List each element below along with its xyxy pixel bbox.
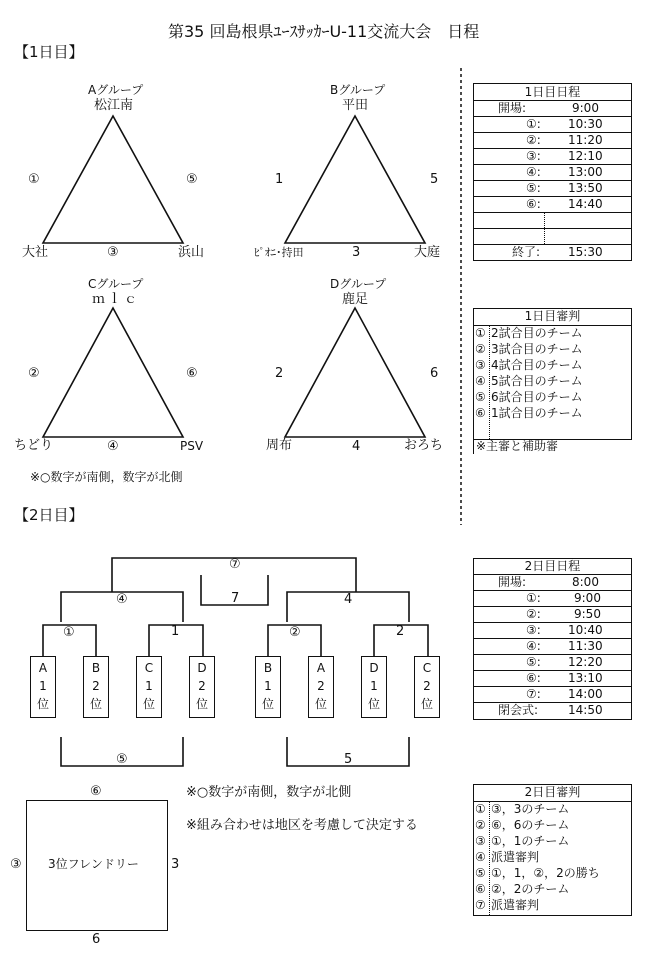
day2-ref-text-0: ③，3のチーム	[491, 802, 570, 816]
day2-ref-num-5: ⑥	[475, 882, 486, 896]
day2-sched-key-0: 開場:	[498, 575, 527, 589]
day1-sched-key-4: ④:	[526, 165, 541, 179]
group-a-num-right: ⑤	[186, 172, 198, 187]
day2-sched-val-5: 12:20	[568, 655, 603, 669]
day2-ref-text-2: ①，1のチーム	[491, 834, 570, 848]
day2-sched-val-3: 10:40	[568, 623, 603, 637]
day2-ref-num-1: ②	[475, 818, 486, 832]
group-d-label: Dグループ	[330, 277, 387, 291]
day1-ref-num-4: ⑤	[475, 390, 486, 404]
day2-sched-val-0: 8:00	[572, 575, 599, 589]
qf-4-num: 2	[396, 624, 405, 639]
team-box: C 2 位	[414, 656, 440, 718]
group-c-left-team: ちどり	[14, 438, 54, 453]
day1-sched-key-5: ⑤:	[526, 181, 541, 195]
friendly-label: 3位フレンドリー	[48, 857, 139, 871]
day1-ref-text-0: 2試合目のチーム	[491, 326, 583, 340]
day2-heading: 【2日目】	[14, 506, 84, 524]
day2-sched-key-8: 閉会式:	[498, 703, 539, 717]
team-box: C 1 位	[136, 656, 162, 718]
group-d-num-right: 6	[430, 366, 439, 381]
day2-note-2: ※組み合わせは地区を考慮して決定する	[186, 818, 418, 833]
day1-sched-val-9: 15:30	[568, 245, 603, 259]
group-d-left-team: 周布	[266, 438, 293, 453]
day2-ref-num-4: ⑤	[475, 866, 486, 880]
day2-sched-val-1: 9:00	[574, 591, 601, 605]
day2-sched-key-2: ②:	[526, 607, 541, 621]
team-box: B 2 位	[83, 656, 109, 718]
day2-ref-num-2: ③	[475, 834, 486, 848]
day1-ref-text-2: 4試合目のチーム	[491, 358, 583, 372]
day1-sched-val-4: 13:00	[568, 165, 603, 179]
group-d-right-team: おろち	[404, 438, 444, 453]
day2-sched-key-3: ③:	[526, 623, 541, 637]
day1-sched-val-2: 11:20	[568, 133, 603, 147]
day1-ref-num-0: ①	[475, 326, 486, 340]
group-c-label: Cグループ	[88, 277, 144, 291]
team-box: D 2 位	[189, 656, 215, 718]
day1-schedule-title: 1日目日程	[524, 85, 581, 99]
day2-sched-key-6: ⑥:	[526, 671, 541, 685]
consolation-right-num: 5	[344, 752, 353, 767]
friendly-top-num: ⑥	[90, 784, 102, 799]
day2-sched-key-7: ⑦:	[526, 687, 541, 701]
group-a-label: Aグループ	[88, 83, 144, 97]
group-a-right-team: 浜山	[178, 245, 205, 260]
third-place-match-num: 7	[231, 591, 240, 606]
friendly-bottom-num: 6	[92, 932, 101, 947]
team-box: D 1 位	[361, 656, 387, 718]
group-c-num-bottom: ④	[107, 439, 119, 454]
day2-schedule-title: 2日目日程	[524, 559, 581, 573]
day1-referee-table	[473, 308, 632, 440]
page-title: 第35 回島根県ﾕｰｽｻｯｶｰU-11交流大会 日程	[168, 22, 480, 41]
day2-ref-num-3: ④	[475, 850, 486, 864]
day2-sched-val-6: 13:10	[568, 671, 603, 685]
group-d-top-team: 鹿足	[342, 292, 369, 307]
day2-referee-table	[473, 784, 632, 916]
day2-sched-val-8: 14:50	[568, 703, 603, 717]
group-b-num-bottom: 3	[352, 245, 361, 260]
day1-sched-val-6: 14:40	[568, 197, 603, 211]
group-a-num-left: ①	[28, 172, 40, 187]
day1-sched-key-9: 終了:	[512, 245, 541, 259]
day1-note: ※○数字が南側，数字が北側	[30, 470, 183, 484]
day1-ref-num-3: ④	[475, 374, 486, 388]
day1-sched-val-5: 13:50	[568, 181, 603, 195]
day2-ref-text-1: ⑥，6のチーム	[491, 818, 570, 832]
day2-schedule-table	[473, 558, 632, 720]
day2-note-1: ※○数字が南側，数字が北側	[186, 785, 352, 800]
group-b-label: Bグループ	[330, 83, 386, 97]
group-d-num-left: 2	[275, 366, 284, 381]
day2-ref-text-3: 派遣審判	[491, 850, 540, 864]
group-c-top-team: ｍｌｃ	[92, 292, 141, 307]
day1-ref-num-5: ⑥	[475, 406, 486, 420]
day2-sched-val-7: 14:00	[568, 687, 603, 701]
day2-sched-key-1: ①:	[526, 591, 541, 605]
day1-sched-key-3: ③:	[526, 149, 541, 163]
team-box: A 1 位	[30, 656, 56, 718]
day2-sched-key-4: ④:	[526, 639, 541, 653]
day1-referee-footnote: ※主審と補助審	[476, 439, 559, 453]
friendly-right-num: 3	[171, 857, 180, 872]
group-b-num-left: 1	[275, 172, 284, 187]
friendly-left-num: ③	[10, 857, 22, 872]
day1-sched-key-0: 開場:	[498, 101, 527, 115]
group-a-num-bottom: ③	[107, 245, 119, 260]
group-a-top-team: 松江南	[94, 98, 134, 113]
day1-heading: 【1日目】	[14, 43, 84, 61]
group-b-top-team: 平田	[342, 98, 369, 113]
group-c-num-right: ⑥	[186, 366, 198, 381]
team-box: B 1 位	[255, 656, 281, 718]
group-b-right-team: 大庭	[414, 245, 441, 260]
day1-sched-key-2: ②:	[526, 133, 541, 147]
day2-sched-val-2: 9:50	[574, 607, 601, 621]
day1-ref-num-1: ②	[475, 342, 486, 356]
qf-2-num: 1	[171, 624, 180, 639]
day2-ref-text-4: ①，1，②，2の勝ち	[491, 866, 600, 880]
day1-sched-val-3: 12:10	[568, 149, 603, 163]
team-box: A 2 位	[308, 656, 334, 718]
day1-sched-key-6: ⑥:	[526, 197, 541, 211]
day1-ref-text-3: 5試合目のチーム	[491, 374, 583, 388]
day2-sched-val-4: 11:30	[568, 639, 603, 653]
day2-referee-title: 2日目審判	[524, 785, 581, 799]
qf-3-num: ②	[289, 625, 301, 640]
group-c-right-team: PSV	[180, 439, 204, 453]
day2-ref-num-0: ①	[475, 802, 486, 816]
day1-ref-text-5: 1試合目のチーム	[491, 406, 583, 420]
group-c-num-left: ②	[28, 366, 40, 381]
consolation-left-num: ⑤	[116, 752, 128, 767]
day2-sched-key-5: ⑤:	[526, 655, 541, 669]
day1-sched-val-1: 10:30	[568, 117, 603, 131]
final-match-num: ⑦	[229, 557, 241, 572]
group-d-num-bottom: 4	[352, 439, 361, 454]
semi-right-num: 4	[344, 592, 353, 607]
day1-sched-val-0: 9:00	[572, 101, 599, 115]
group-a-left-team: 大社	[22, 245, 49, 260]
day1-ref-text-1: 3試合目のチーム	[491, 342, 583, 356]
day1-sched-key-1: ①:	[526, 117, 541, 131]
day1-ref-num-2: ③	[475, 358, 486, 372]
day2-ref-text-5: ②，2のチーム	[491, 882, 570, 896]
group-b-left-team: ﾋﾟｵﾆ･持田	[254, 246, 304, 259]
group-b-num-right: 5	[430, 172, 439, 187]
day2-ref-text-6: 派遣審判	[491, 898, 540, 912]
day1-schedule-table	[473, 83, 632, 261]
day1-ref-text-4: 6試合目のチーム	[491, 390, 583, 404]
semi-left-num: ④	[116, 592, 128, 607]
day1-referee-title: 1日目審判	[524, 309, 581, 323]
day2-ref-num-6: ⑦	[475, 898, 486, 912]
qf-1-num: ①	[63, 625, 75, 640]
